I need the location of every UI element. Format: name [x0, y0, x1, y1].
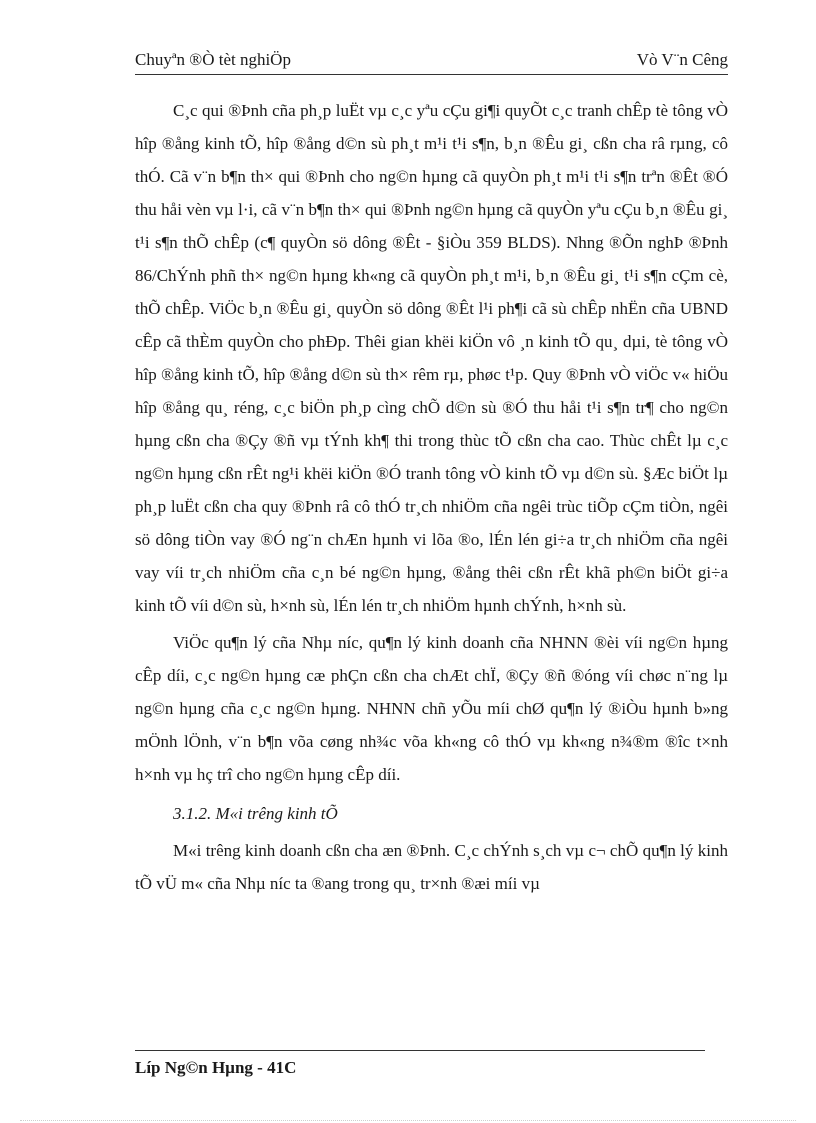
page-header: [135, 48, 728, 75]
header-title: Chuyªn ®Ò tèt nghiÖp: [135, 50, 291, 69]
paragraph-3: M«i trêng kinh doanh cßn cha æn ®Þnh. C¸c chÝnh s¸ch vµ c¬ chÕ qu¶n lý kinh tÕ vÜ m« cña Nhµ níc ta ®ang trong qu¸ tr×nh ®æi míi vµ: [135, 841, 728, 893]
page-bottom-edge: [20, 1120, 796, 1121]
footer-divider: [135, 1050, 705, 1051]
header-author: Vò V¨n Cêng: [636, 50, 728, 69]
paragraph-2: ViÖc qu¶n lý cña Nhµ níc, qu¶n lý kinh doanh cña NHNN ®èi víi ng©n hµng cÊp díi, c¸c ng©n hµng cæ phÇn cßn cha chÆt chÏ, ®Çy ®ñ ®óng víi chøc n¨ng lµ ng©n hµng cña c¸c ng©n hµng. NHNN chñ yÕu míi chØ qu¶n lý ®iÒu hµnh b»ng mÖnh lÖnh, v¨n b¶n võa cøng nh¾c võa kh«ng cô thÓ vµ kh«ng n¾®m ®îc t×nh h×nh vµ hç trî cho ng©n hµng cÊp díi.: [135, 633, 728, 784]
paragraph-1: C¸c qui ®Þnh cña ph¸p luËt vµ c¸c yªu cÇu gi¶i quyÕt c¸c tranh chÊp tè tông vÒ hîp ®ång kinh tÕ, hîp ®ång d©n sù ph¸t m¹i t¹i s¶n, b¸n ®Êu gi¸ cßn cha râ rµng, cô thÓ. Cã v¨n b¶n th× qui ®Þnh cho ng©n hµng cã quyÒn ph¸t m¹i t¹i s¶n trªn ®Êt ®Ó thu håi vèn vµ l·i, cã v¨n b¶n th× qui ®Þnh ng©n hµng cã quyÒn yªu cÇu b¸n ®Êu gi¸ t¹i s¶n thÕ chÊp (c¶ quyÒn sö dông ®Êt - §iÒu 359 BLDS). Nhng ®Õn nghÞ ®Þnh 86/ChÝnh phñ th× ng©n hµng kh«ng cã quyÒn ph¸t m¹i, b¸n ®Êu gi¸ t¹i s¶n cÇm cè, thÕ chÊp. ViÖc b¸n ®Êu gi¸ quyÒn sö dông ®Êt l¹i ph¶i cã sù chÊp nhËn cña UBND cÊp cã thÈm quyÒn cho phÐp. Thêi gian khëi kiÖn vô ¸n kinh tÕ qu¸ dµi, tè tông vÒ hîp ®ång kinh tÕ, hîp ®ång d©n sù th× rêm rµ, phøc t¹p. Quy ®Þnh vÒ viÖc v« hiÖu hîp ®ång qu¸ réng, c¸c biÖn ph¸p cìng chÕ d©n sù ®Ó thu håi t¹i s¶n tr¶ cho ng©n hµng cßn cha ®Çy ®ñ vµ tÝnh kh¶ thi trong thùc tÕ cßn cha cao. Thùc chÊt lµ c¸c ng©n hµng cßn rÊt ng¹i khëi kiÖn ®Ó tranh tông vÒ kinh tÕ vµ d©n sù. §Æc biÖt lµ ph¸p luËt cßn cha quy ®Þnh râ cô thÓ tr¸ch nhiÖm cña ngêi trùc tiÕp cÇm tiÒn, ngêi sö dông tiÒn vay ®Ó ng¨n chÆn hµnh vi lõa ®o, lÉn lén gi÷a tr¸ch nhiÖm cña ngêi vay víi tr¸ch nhiÖm cña c¸n bé ng©n hµng, ®ång thêi cßn rÊt khã ph©n biÖt gi÷a kinh tÕ víi d©n sù, h×nh sù, lÉn lén tr¸ch nhiÖm hµnh chÝnh, h×nh sù.: [135, 101, 728, 615]
page-body: [135, 94, 728, 904]
page-footer: Líp Ng©n Hµng - 41C: [135, 1058, 297, 1077]
section-heading: 3.1.2. M«i trêng kinh tÕ: [173, 804, 338, 823]
